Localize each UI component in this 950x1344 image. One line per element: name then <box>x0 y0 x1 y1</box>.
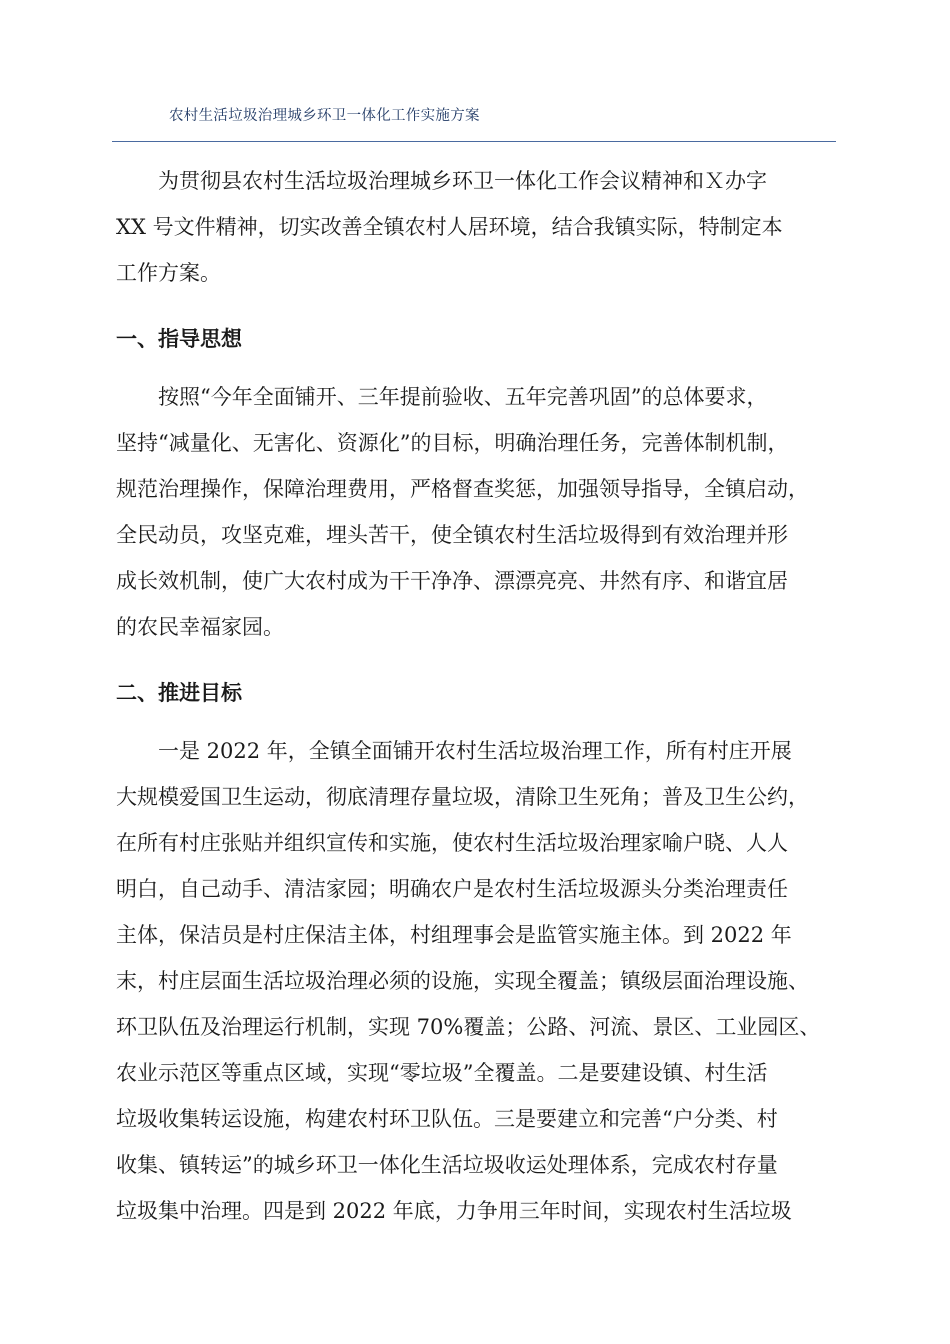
paragraph-line: 成长效机制，使广大农村成为干干净净、漂漂亮亮、井然有序、和谐宜居 <box>116 569 788 593</box>
header-divider <box>112 141 836 142</box>
paragraph-line: 规范治理操作，保障治理费用，严格督查奖惩，加强领导指导，全镇启动， <box>116 477 809 501</box>
paragraph-line: 全民动员，攻坚克难，埋头苦干，使全镇农村生活垃圾得到有效治理并形 <box>116 523 788 547</box>
section-heading-goals: 二、推进目标 <box>116 681 242 705</box>
paragraph-line: 农业示范区等重点区域，实现“零垃圾”全覆盖。二是要建设镇、村生活 <box>116 1061 768 1085</box>
paragraph-line: 大规模爱国卫生运动，彻底清理存量垃圾，清除卫生死角；普及卫生公约， <box>116 785 809 809</box>
running-header: 农村生活垃圾治理城乡环卫一体化工作实施方案 <box>169 108 480 124</box>
paragraph-line: 环卫队伍及治理运行机制，实现 70%覆盖；公路、河流、景区、工业园区、 <box>116 1015 821 1039</box>
paragraph-line: 主体，保洁员是村庄保洁主体，村组理事会是监管实施主体。到 2022 年 <box>116 923 792 947</box>
paragraph-line: 的农民幸福家园。 <box>116 615 284 639</box>
paragraph-line: 为贯彻县农村生活垃圾治理城乡环卫一体化工作会议精神和Ｘ办字 <box>116 169 767 193</box>
section-heading-guiding-ideology: 一、指导思想 <box>116 327 242 351</box>
paragraph-line: 工作方案。 <box>116 261 221 285</box>
paragraph-line: XX 号文件精神，切实改善全镇农村人居环境，结合我镇实际，特制定本 <box>116 215 783 239</box>
paragraph-line: 坚持“减量化、无害化、资源化”的目标，明确治理任务，完善体制机制， <box>116 431 789 455</box>
document-body <box>116 158 840 1234</box>
goals-paragraph <box>116 728 840 1234</box>
intro-paragraph <box>116 158 840 296</box>
guiding-ideology-paragraph <box>116 374 840 650</box>
paragraph-line: 垃圾收集转运设施，构建农村环卫队伍。三是要建立和完善“户分类、村 <box>116 1107 778 1131</box>
paragraph-line: 明白，自己动手、清洁家园；明确农户是农村生活垃圾源头分类治理责任 <box>116 877 788 901</box>
paragraph-line: 一是 2022 年，全镇全面铺开农村生活垃圾治理工作，所有村庄开展 <box>116 739 792 763</box>
paragraph-line: 在所有村庄张贴并组织宣传和实施，使农村生活垃圾治理家喻户晓、人人 <box>116 831 788 855</box>
paragraph-line: 末，村庄层面生活垃圾治理必须的设施，实现全覆盖；镇级层面治理设施、 <box>116 969 809 993</box>
paragraph-line: 收集、镇转运”的城乡环卫一体化生活垃圾收运处理体系，完成农村存量 <box>116 1153 778 1177</box>
paragraph-line: 垃圾集中治理。四是到 2022 年底，力争用三年时间，实现农村生活垃圾 <box>116 1199 792 1223</box>
paragraph-line: 按照“今年全面铺开、三年提前验收、五年完善巩固”的总体要求， <box>116 385 768 409</box>
